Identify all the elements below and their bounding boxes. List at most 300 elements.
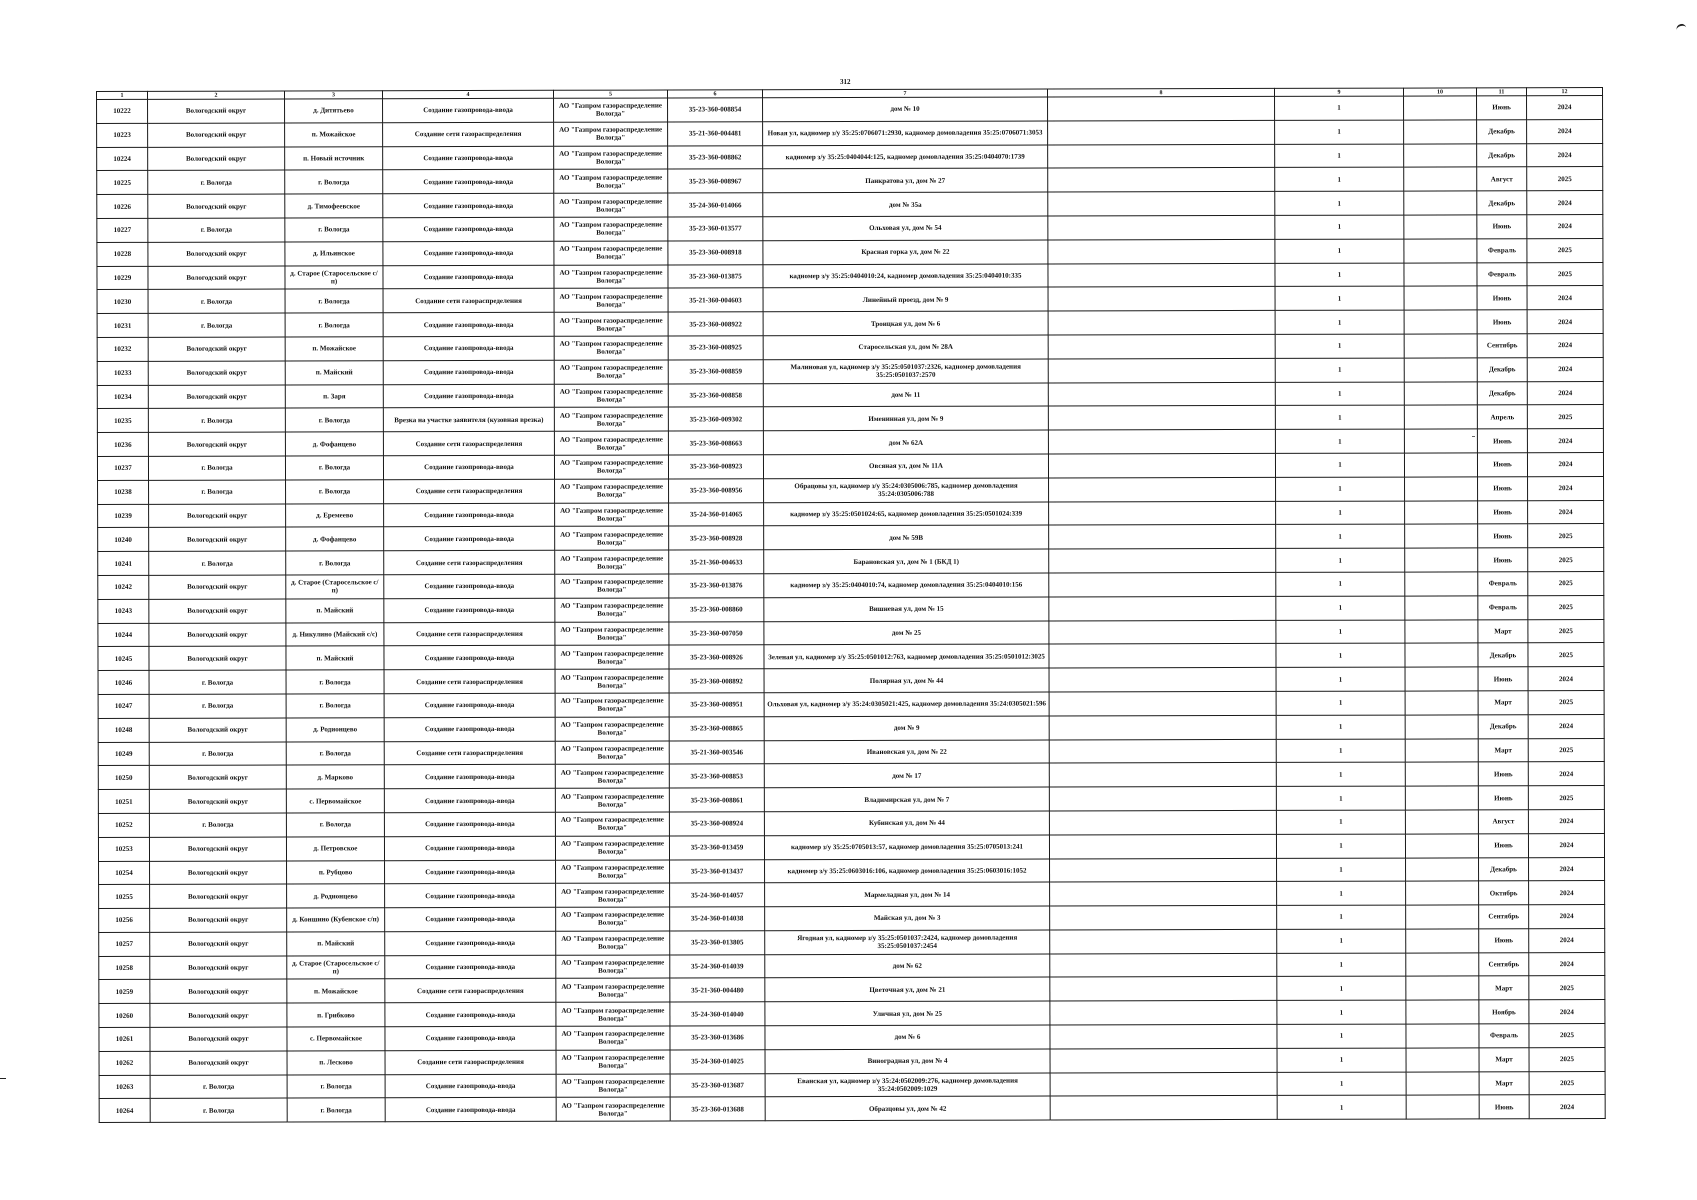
- month-cell: Июнь: [1477, 453, 1527, 477]
- year-cell: 2024: [1527, 453, 1603, 477]
- work-type-cell: Создание газопровода-ввода: [383, 170, 554, 194]
- row-number-cell: 10222: [97, 99, 148, 123]
- work-type-cell: Создание газопровода-ввода: [384, 717, 555, 741]
- settlement-cell: д. Родионцево: [287, 884, 385, 908]
- empty-cell: [1405, 619, 1478, 643]
- empty-cell: [1405, 738, 1478, 762]
- work-type-cell: Врезка на участке заявителя (кузовная врезка): [383, 408, 554, 432]
- application-code-cell: 35-23-360-008928: [669, 526, 764, 550]
- district-cell: Вологодский округ: [148, 194, 285, 218]
- work-type-cell: Создание газопровода-ввода: [383, 384, 554, 408]
- address-cell: Ольховая ул, кадномер з/у 35:24:0305021:425, кадномер домовладения 35:24:0305021:596: [764, 692, 1049, 717]
- empty-cell: [1406, 953, 1479, 977]
- district-cell: Вологодский округ: [149, 789, 286, 813]
- work-type-cell: Создание газопровода-ввода: [383, 193, 554, 217]
- application-code-cell: 35-23-360-008858: [668, 383, 763, 407]
- month-cell: Июнь: [1477, 286, 1527, 310]
- settlement-cell: п. Майский: [286, 646, 384, 670]
- row-number-cell: 10244: [98, 623, 149, 647]
- district-cell: Вологодский округ: [149, 718, 286, 742]
- district-cell: Вологодский округ: [148, 123, 285, 147]
- empty-cell: [1406, 857, 1479, 881]
- operator-cell: АО "Газпром газораспределение Вологда": [554, 193, 668, 217]
- row-number-cell: 10245: [98, 647, 149, 671]
- row-number-cell: 10238: [98, 480, 149, 504]
- settlement-cell: г. Вологда: [285, 289, 383, 313]
- empty-cell: [1050, 882, 1277, 906]
- empty-cell: [1406, 929, 1479, 953]
- empty-cell: [1404, 215, 1477, 239]
- month-cell: Март: [1478, 738, 1528, 762]
- row-number-cell: 10258: [99, 956, 150, 980]
- application-code-cell: 35-24-360-014038: [670, 907, 765, 931]
- month-cell: Апрель: [1477, 405, 1527, 429]
- district-cell: г. Вологда: [150, 1075, 287, 1099]
- empty-cell: [1405, 691, 1478, 715]
- empty-cell: [1050, 1024, 1277, 1048]
- empty-cell: [1049, 668, 1276, 692]
- work-type-cell: Создание сети газораспределения: [383, 431, 554, 455]
- column-number: 3: [285, 91, 383, 99]
- year-cell: 2024: [1528, 762, 1604, 786]
- year-cell: 2024: [1529, 905, 1605, 929]
- row-number-cell: 10239: [98, 504, 149, 528]
- settlement-cell: г. Вологда: [286, 479, 384, 503]
- year-cell: 2024: [1527, 96, 1603, 120]
- empty-cell: [1406, 881, 1479, 905]
- quantity-cell: 1: [1277, 881, 1406, 905]
- settlement-cell: г. Вологда: [287, 1074, 385, 1098]
- empty-cell: [1050, 929, 1277, 953]
- column-number: 8: [1047, 88, 1274, 97]
- address-cell: кадномер з/у 35:25:0404010:24, кадномер домовладения 35:25:0404010:335: [763, 264, 1048, 289]
- application-code-cell: 35-23-360-008923: [668, 455, 763, 479]
- operator-cell: АО "Газпром газораспределение Вологда": [556, 1026, 670, 1050]
- row-number-cell: 10254: [99, 861, 150, 885]
- district-cell: Вологодский округ: [148, 147, 285, 171]
- table-row: [99, 1095, 1605, 1123]
- year-cell: 2025: [1529, 1047, 1605, 1071]
- quantity-cell: 1: [1277, 977, 1406, 1001]
- application-code-cell: 35-23-360-008918: [668, 241, 763, 265]
- month-cell: Июнь: [1478, 786, 1528, 810]
- district-cell: г. Вологда: [150, 1098, 287, 1122]
- address-cell: Линейный проезд, дом № 9: [763, 287, 1048, 312]
- year-cell: 2024: [1527, 429, 1603, 453]
- settlement-cell: г. Вологда: [285, 218, 383, 242]
- district-cell: Вологодский округ: [149, 504, 286, 528]
- month-cell: Июнь: [1478, 524, 1528, 548]
- operator-cell: АО "Газпром газораспределение Вологда": [555, 526, 669, 550]
- month-cell: Февраль: [1477, 262, 1527, 286]
- work-type-cell: Создание газопровода-ввода: [385, 1026, 556, 1050]
- month-cell: Август: [1478, 810, 1528, 834]
- operator-cell: АО "Газпром газораспределение Вологда": [556, 1050, 670, 1074]
- row-number-cell: 10247: [98, 694, 149, 718]
- application-code-cell: 35-24-360-014057: [670, 883, 765, 907]
- row-number-cell: 10264: [99, 1099, 150, 1123]
- application-code-cell: 35-23-360-009302: [668, 407, 763, 431]
- settlement-cell: д. Дитятьево: [285, 99, 383, 123]
- work-type-cell: Создание сети газораспределения: [384, 622, 555, 646]
- application-code-cell: 35-23-360-008892: [669, 669, 764, 693]
- application-code-cell: 35-23-360-008861: [669, 788, 764, 812]
- district-cell: Вологодский округ: [148, 432, 285, 456]
- operator-cell: АО "Газпром газораспределение Вологда": [556, 1002, 670, 1026]
- operator-cell: АО "Газпром газораспределение Вологда": [555, 836, 669, 860]
- settlement-cell: п. Майский: [287, 932, 385, 956]
- row-number-cell: 10236: [97, 433, 148, 457]
- empty-cell: [1049, 810, 1276, 834]
- work-type-cell: Создание газопровода-ввода: [384, 693, 555, 717]
- row-number-cell: 10251: [98, 789, 149, 813]
- district-cell: Вологодский округ: [149, 837, 286, 861]
- empty-cell: [1406, 1024, 1479, 1048]
- empty-cell: [1048, 192, 1275, 216]
- empty-cell: [1048, 382, 1275, 406]
- work-type-cell: Создание газопровода-ввода: [383, 265, 554, 289]
- settlement-cell: д. Ильинское: [285, 242, 383, 266]
- quantity-cell: 1: [1276, 667, 1405, 691]
- row-number-cell: 10252: [98, 813, 149, 837]
- operator-cell: АО "Газпром газораспределение Вологда": [554, 384, 668, 408]
- quantity-cell: 1: [1276, 596, 1405, 620]
- address-cell: кадномер з/у 35:25:0705013:57, кадномер домовладения 35:25:0705013:241: [764, 835, 1049, 860]
- application-code-cell: 35-23-360-008924: [669, 812, 764, 836]
- operator-cell: АО "Газпром газораспределение Вологда": [555, 812, 669, 836]
- operator-cell: АО "Газпром газораспределение Вологда": [555, 479, 669, 503]
- empty-cell: [1049, 644, 1276, 668]
- address-cell: дом № 62А: [763, 430, 1048, 455]
- settlement-cell: п. Можайское: [285, 123, 383, 147]
- empty-cell: [1049, 715, 1276, 739]
- empty-cell: [1404, 381, 1477, 405]
- address-cell: дом № 35а: [763, 192, 1048, 217]
- district-cell: г. Вологда: [148, 218, 285, 242]
- application-code-cell: 35-23-360-008926: [669, 645, 764, 669]
- empty-cell: [1406, 1000, 1479, 1024]
- district-cell: г. Вологда: [148, 170, 285, 194]
- row-number-cell: 10227: [97, 218, 148, 242]
- district-cell: г. Вологда: [148, 408, 285, 432]
- year-cell: 2024: [1527, 215, 1603, 239]
- year-cell: 2024: [1529, 952, 1605, 976]
- operator-cell: АО "Газпром газораспределение Вологда": [554, 122, 668, 146]
- district-cell: Вологодский округ: [150, 1003, 287, 1027]
- address-cell: Троицкая ул, дом № 6: [763, 311, 1048, 336]
- empty-cell: [1405, 786, 1478, 810]
- empty-cell: [1404, 334, 1477, 358]
- settlement-cell: г. Вологда: [285, 456, 383, 480]
- settlement-cell: с. Первомайское: [286, 789, 384, 813]
- operator-cell: АО "Газпром газораспределение Вологда": [556, 1097, 670, 1121]
- row-number-cell: 10262: [99, 1051, 150, 1075]
- row-number-cell: 10249: [98, 742, 149, 766]
- year-cell: 2024: [1527, 191, 1603, 215]
- year-cell: 2024: [1529, 928, 1605, 952]
- address-cell: Ольховая ул, дом № 54: [763, 216, 1048, 241]
- work-type-cell: Создание газопровода-ввода: [384, 812, 555, 836]
- quantity-cell: 1: [1276, 691, 1405, 715]
- year-cell: 2024: [1527, 143, 1603, 167]
- empty-cell: [1048, 120, 1275, 144]
- quantity-cell: 1: [1275, 358, 1404, 382]
- month-cell: Март: [1479, 1071, 1529, 1095]
- empty-cell: [1048, 430, 1275, 454]
- row-number-cell: 10246: [98, 670, 149, 694]
- year-cell: 2025: [1529, 1071, 1605, 1095]
- year-cell: 2025: [1528, 738, 1604, 762]
- empty-cell: [1404, 358, 1477, 382]
- application-code-cell: 35-23-360-008862: [668, 145, 763, 169]
- settlement-cell: с. Первомайское: [287, 1027, 385, 1051]
- quantity-cell: 1: [1277, 858, 1406, 882]
- application-code-cell: 35-23-360-007050: [669, 621, 764, 645]
- empty-cell: [1050, 1001, 1277, 1025]
- work-type-cell: Создание сети газораспределения: [384, 741, 555, 765]
- quantity-cell: 1: [1277, 1096, 1406, 1120]
- address-cell: Вишневая ул, дом № 15: [764, 597, 1049, 622]
- address-cell: кадномер з/у 35:25:0404044:125, кадномер домовладения 35:25:0404070:1739: [763, 145, 1048, 170]
- address-cell: кадномер з/у 35:25:0404010:74, кадномер домовладения 35:25:0404010:156: [764, 573, 1049, 598]
- district-cell: Вологодский округ: [149, 575, 286, 599]
- quantity-cell: 1: [1276, 834, 1405, 858]
- row-number-cell: 10241: [98, 552, 149, 576]
- empty-cell: [1404, 286, 1477, 310]
- month-cell: Декабрь: [1478, 643, 1528, 667]
- application-code-cell: 35-23-360-008925: [668, 336, 763, 360]
- settlement-cell: д. Старое (Старосельское с/п): [287, 955, 385, 979]
- settlement-cell: п. Новый источник: [285, 146, 383, 170]
- month-cell: Декабрь: [1478, 714, 1528, 738]
- row-number-cell: 10237: [97, 456, 148, 480]
- district-cell: Вологодский округ: [148, 266, 285, 290]
- column-number: 12: [1526, 88, 1602, 96]
- district-cell: Вологодский округ: [148, 361, 285, 385]
- month-cell: Декабрь: [1477, 358, 1527, 382]
- empty-cell: [1049, 525, 1276, 549]
- address-cell: Кубинская ул, дом № 44: [764, 811, 1049, 836]
- quantity-cell: 1: [1275, 334, 1404, 358]
- year-cell: 2025: [1528, 571, 1604, 595]
- application-code-cell: 35-24-360-014040: [670, 1002, 765, 1026]
- month-cell: Октябрь: [1479, 881, 1529, 905]
- work-type-cell: Создание сети газораспределения: [384, 669, 555, 693]
- scan-mark: [1675, 23, 1686, 31]
- work-type-cell: Создание газопровода-ввода: [383, 455, 554, 479]
- district-cell: Вологодский округ: [150, 932, 287, 956]
- quantity-cell: 1: [1275, 144, 1404, 168]
- empty-cell: [1405, 715, 1478, 739]
- month-cell: Февраль: [1477, 239, 1527, 263]
- empty-cell: [1049, 787, 1276, 811]
- year-cell: 2024: [1528, 833, 1604, 857]
- empty-cell: [1405, 643, 1478, 667]
- operator-cell: АО "Газпром газораспределение Вологда": [555, 598, 669, 622]
- operator-cell: АО "Газпром газораспределение Вологда": [554, 336, 668, 360]
- work-type-cell: Создание сети газораспределения: [384, 479, 555, 503]
- empty-cell: [1048, 287, 1275, 311]
- operator-cell: АО "Газпром газораспределение Вологда": [556, 931, 670, 955]
- year-cell: 2025: [1528, 524, 1604, 548]
- row-number-cell: 10231: [97, 314, 148, 338]
- empty-cell: [1050, 1048, 1277, 1072]
- row-number-cell: 10226: [97, 195, 148, 219]
- empty-cell: [1405, 477, 1478, 501]
- settlement-cell: г. Вологда: [287, 1098, 385, 1122]
- address-cell: дом № 25: [764, 621, 1049, 646]
- address-cell: Старосельская ул, дом № 28А: [763, 335, 1048, 360]
- settlement-cell: д. Старое (Старосельское с/п): [286, 575, 384, 599]
- empty-cell: [1048, 215, 1275, 239]
- operator-cell: АО "Газпром газораспределение Вологда": [555, 645, 669, 669]
- row-number-cell: 10224: [97, 147, 148, 171]
- application-code-cell: 35-21-360-003546: [669, 740, 764, 764]
- row-number-cell: 10240: [98, 528, 149, 552]
- address-cell: Образцовы ул, дом № 42: [765, 1096, 1050, 1121]
- work-type-cell: Создание газопровода-ввода: [384, 598, 555, 622]
- settlement-cell: п. Можайское: [287, 979, 385, 1003]
- month-cell: Июнь: [1477, 96, 1527, 120]
- operator-cell: АО "Газпром газораспределение Вологда": [554, 98, 668, 122]
- operator-cell: АО "Газпром газораспределение Вологда": [556, 883, 670, 907]
- empty-cell: [1050, 1072, 1277, 1096]
- work-type-cell: Создание газопровода-ввода: [385, 1074, 556, 1098]
- empty-cell: [1405, 810, 1478, 834]
- quantity-cell: 1: [1275, 167, 1404, 191]
- scan-mark: [0, 1078, 6, 1079]
- application-code-cell: 35-23-360-008663: [668, 431, 763, 455]
- settlement-cell: п. Заря: [285, 384, 383, 408]
- empty-cell: [1404, 310, 1477, 334]
- settlement-cell: д. Родионцево: [286, 717, 384, 741]
- district-cell: Вологодский округ: [150, 1027, 287, 1051]
- year-cell: 2025: [1528, 595, 1604, 619]
- row-number-cell: 10234: [97, 385, 148, 409]
- operator-cell: АО "Газпром газораспределение Вологда": [555, 669, 669, 693]
- operator-cell: АО "Газпром газораспределение Вологда": [554, 407, 668, 431]
- application-code-cell: 35-21-360-004633: [669, 550, 764, 574]
- settlement-cell: г. Вологда: [286, 694, 384, 718]
- application-code-cell: 35-23-360-013688: [670, 1097, 765, 1121]
- settlement-cell: г. Вологда: [286, 813, 384, 837]
- work-type-cell: Создание газопровода-ввода: [385, 931, 556, 955]
- month-cell: Март: [1479, 976, 1529, 1000]
- quantity-cell: 1: [1277, 929, 1406, 953]
- year-cell: 2024: [1527, 381, 1603, 405]
- quantity-cell: 1: [1276, 501, 1405, 525]
- quantity-cell: 1: [1276, 477, 1405, 501]
- settlement-cell: п. Можайское: [285, 337, 383, 361]
- operator-cell: АО "Газпром газораспределение Вологда": [554, 241, 668, 265]
- application-code-cell: 35-23-360-013687: [670, 1073, 765, 1097]
- empty-cell: [1050, 1096, 1277, 1120]
- empty-cell: [1404, 453, 1477, 477]
- empty-cell: [1406, 1048, 1479, 1072]
- year-cell: 2024: [1527, 310, 1603, 334]
- district-cell: Вологодский округ: [150, 979, 287, 1003]
- address-cell: Зеленая ул, кадномер з/у 35:25:0501012:763, кадномер домовладения 35:25:0501012:3025: [764, 644, 1049, 669]
- month-cell: Июнь: [1477, 429, 1527, 453]
- empty-cell: [1048, 239, 1275, 263]
- page-number: 312: [840, 78, 851, 86]
- work-type-cell: Создание газопровода-ввода: [383, 146, 554, 170]
- district-cell: Вологодский округ: [149, 527, 286, 551]
- year-cell: 2024: [1528, 809, 1604, 833]
- operator-cell: АО "Газпром газораспределение Вологда": [555, 788, 669, 812]
- operator-cell: АО "Газпром газораспределение Вологда": [554, 288, 668, 312]
- operator-cell: АО "Газпром газораспределение Вологда": [554, 169, 668, 193]
- year-cell: 2025: [1528, 548, 1604, 572]
- work-type-cell: Создание сети газораспределения: [385, 1050, 556, 1074]
- district-cell: Вологодский округ: [148, 99, 285, 123]
- settlement-cell: д. Еремеево: [286, 503, 384, 527]
- empty-cell: [1406, 976, 1479, 1000]
- settlement-cell: п. Майский: [285, 361, 383, 385]
- column-number: 10: [1403, 88, 1476, 96]
- month-cell: Сентябрь: [1479, 905, 1529, 929]
- empty-cell: [1049, 763, 1276, 787]
- application-code-cell: 35-23-360-008854: [668, 98, 763, 122]
- month-cell: Сентябрь: [1479, 952, 1529, 976]
- application-code-cell: 35-23-360-008865: [669, 716, 764, 740]
- address-cell: Цветочная ул, дом № 21: [765, 977, 1050, 1002]
- application-code-cell: 35-23-360-013577: [668, 217, 763, 241]
- quantity-cell: 1: [1275, 120, 1404, 144]
- quantity-cell: 1: [1275, 453, 1404, 477]
- application-code-cell: 35-23-360-013459: [669, 835, 764, 859]
- empty-cell: [1405, 762, 1478, 786]
- empty-cell: [1404, 191, 1477, 215]
- year-cell: 2025: [1527, 238, 1603, 262]
- month-cell: Июнь: [1478, 477, 1528, 501]
- address-cell: Мармеладная ул, дом № 14: [765, 882, 1050, 907]
- address-cell: Новая ул, кадномер з/у 35:25:0706071:2930, кадномер домовладения 35:25:0706071:3053: [763, 121, 1048, 146]
- district-cell: г. Вологда: [149, 670, 286, 694]
- quantity-cell: 1: [1277, 1024, 1406, 1048]
- district-cell: Вологодский округ: [150, 956, 287, 980]
- address-cell: Уличная ул, дом № 25: [765, 1001, 1050, 1026]
- empty-cell: [1405, 572, 1478, 596]
- district-cell: г. Вологда: [149, 480, 286, 504]
- work-type-cell: Создание газопровода-ввода: [385, 884, 556, 908]
- address-cell: Ягодная ул, кадномер з/у 35:25:0501037:2424, кадномер домовладения 35:25:0501037:2454: [765, 930, 1050, 955]
- month-cell: Февраль: [1478, 595, 1528, 619]
- quantity-cell: 1: [1275, 191, 1404, 215]
- year-cell: 2024: [1528, 476, 1604, 500]
- work-type-cell: Создание газопровода-ввода: [385, 1003, 556, 1027]
- row-number-cell: 10250: [98, 766, 149, 790]
- empty-cell: [1049, 834, 1276, 858]
- settlement-cell: п. Рубцово: [287, 860, 385, 884]
- empty-cell: [1404, 143, 1477, 167]
- quantity-cell: 1: [1276, 739, 1405, 763]
- operator-cell: АО "Газпром газораспределение Вологда": [554, 431, 668, 455]
- application-code-cell: 35-23-360-008860: [669, 597, 764, 621]
- quantity-cell: 1: [1276, 786, 1405, 810]
- year-cell: 2024: [1527, 119, 1603, 143]
- month-cell: Июнь: [1478, 667, 1528, 691]
- row-number-cell: 10261: [99, 1027, 150, 1051]
- address-cell: дом № 11: [763, 383, 1048, 408]
- month-cell: Июнь: [1477, 310, 1527, 334]
- month-cell: Декабрь: [1477, 143, 1527, 167]
- address-cell: Именинная ул, дом № 9: [763, 406, 1048, 431]
- quantity-cell: 1: [1276, 810, 1405, 834]
- empty-cell: [1050, 906, 1277, 930]
- year-cell: 2024: [1528, 667, 1604, 691]
- empty-cell: [1404, 405, 1477, 429]
